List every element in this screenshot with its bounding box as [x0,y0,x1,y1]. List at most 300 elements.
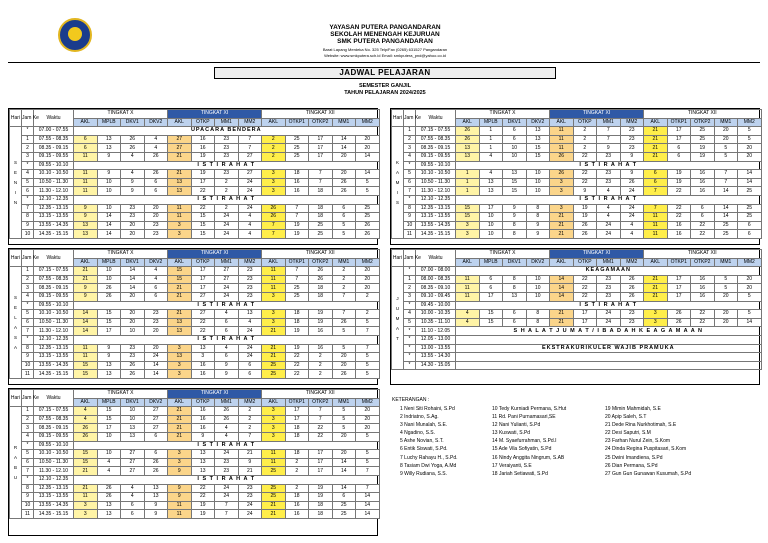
teacher-code: 13 [479,187,503,196]
jam-ke: 11 [22,370,34,379]
teacher-code: 20 [356,424,380,433]
teacher-code: 20 [121,310,145,319]
waktu-cell: 08.35 - 09.15 [34,144,74,153]
teacher-code: 13 [191,450,215,459]
teacher-code: 26 [144,467,168,476]
teacher-code: 6 [144,450,168,459]
teacher-code: 5 [356,318,380,327]
class-header: MPLB [97,118,121,127]
teacher-code: 6 [738,221,762,230]
jam-ke: * [404,301,416,310]
teacher-code: 23 [144,230,168,239]
table-row [10,135,380,144]
table-row [392,361,762,370]
table-row [10,127,380,136]
teacher-code: 24 [215,450,239,459]
teacher-code: 4 [456,310,480,319]
waktu-cell: 13.55 - 14.35 [34,501,74,510]
class-header: OTKP2 [309,398,333,407]
teacher-code: 19 [573,213,597,222]
teacher-code: 9 [620,152,644,161]
class-header: MM1 [597,258,621,267]
table-row [10,407,380,416]
class-header: MM1 [597,118,621,127]
teacher-code: 6 [121,510,145,519]
teacher-code: 5 [738,292,762,301]
teacher-code: 13 [74,221,98,230]
teacher-code: 4 [144,135,168,144]
jam-ke: 5 [22,178,34,187]
teacher-code: 2 [309,353,333,362]
class-header: MM1 [332,118,356,127]
teacher-code: 7 [309,407,333,416]
teacher-code: 20 [121,221,145,230]
waktu-cell: 11.30 - 12.10 [416,187,456,196]
teacher-code: 14 [332,144,356,153]
teacher-code: 14 [332,467,356,476]
teacher-code: 25 [309,230,333,239]
table-row [10,501,380,510]
teacher-code: 16 [691,178,715,187]
waktu-cell: 09.55 - 10.10 [416,161,456,170]
teacher-code: 27 [215,267,239,276]
teacher-code: 26 [456,135,480,144]
waktu-cell: 08.35 - 09.15 [416,144,456,153]
teacher-code: 9 [121,178,145,187]
waktu-cell: 10.50 - 11.30 [34,458,74,467]
activity-band: UPACARA BENDERA [74,127,380,136]
teacher-code: 26 [74,432,98,441]
activity-band: I S T I R A H A T [456,301,762,310]
teacher-code: 20 [332,152,356,161]
table-row [10,424,380,433]
schedule-table [391,249,762,370]
jam-ke: 10 [22,230,34,239]
teacher-code: 19 [191,152,215,161]
teacher-code: 5 [714,275,738,284]
teacher-code: 5 [738,310,762,319]
school-name: SMK PUTERA PANGANDARAN [337,38,433,45]
teacher-code: 23 [597,178,621,187]
table-row [10,292,380,301]
class-header: MM1 [215,398,239,407]
teacher-code: 27 [191,292,215,301]
teacher-code: 23 [597,152,621,161]
teacher-code: 23 [238,292,262,301]
class-header: AKL [262,118,286,127]
tingkat-x-header: TINGKAT X [456,250,550,259]
teacher-code: 11 [74,353,98,362]
teacher-code: 26 [573,221,597,230]
teacher-code: 15 [97,318,121,327]
teacher-code: 9 [97,170,121,179]
teacher-code: 6 [644,170,668,179]
teacher-code: 5 [356,432,380,441]
teacher-code: 27 [121,467,145,476]
teacher-code: 19 [309,484,333,493]
teacher-code: 7 [215,510,239,519]
class-header: OTKP [191,398,215,407]
teacher-code: 14 [97,213,121,222]
waktu-cell: 09.55 - 10.10 [34,161,74,170]
teacher-code: 24 [215,284,239,293]
legend-teacher: 12 Nani Yulianti, S.Pd [492,422,541,429]
waktu-cell: 12.05 - 13.00 [416,335,456,344]
jam-ke: 6 [404,178,416,187]
teacher-code: 16 [285,178,309,187]
teacher-code: 15 [74,370,98,379]
teacher-code: 7 [238,135,262,144]
legend-teacher: 1 Neni Siti Rohaini, S.Pd [400,406,455,412]
legend-title: KETERANGAN : [392,397,430,403]
teacher-code: 23 [238,284,262,293]
teacher-code: 21 [644,152,668,161]
teacher-code: 10 [97,187,121,196]
teacher-code: 16 [191,144,215,153]
teacher-code: 25 [714,230,738,239]
teacher-code: 7 [285,267,309,276]
jam-ke: 8 [404,204,416,213]
teacher-code: 26 [97,493,121,502]
teacher-code: 10 [526,170,550,179]
legend-teacher: 7 Luchy Rahayu H., S.Pd. [400,454,458,461]
teacher-code: 25 [332,510,356,519]
schedule-senin [8,108,378,245]
teacher-code: 9 [168,493,192,502]
teacher-code: 25 [285,135,309,144]
teacher-code: 26 [97,284,121,293]
teacher-code: 14 [121,267,145,276]
teacher-code: 9 [121,187,145,196]
teacher-code: 26 [262,204,286,213]
teacher-code: 17 [191,284,215,293]
teacher-code: 10 [97,275,121,284]
teacher-code: 23 [597,170,621,179]
teacher-code: 21 [644,144,668,153]
teacher-code: 20 [714,292,738,301]
table-row [392,204,762,213]
table-row [392,187,762,196]
teacher-code: 10 [479,221,503,230]
class-header: OTKP [573,118,597,127]
class-header: MM2 [238,398,262,407]
teacher-code: 22 [191,318,215,327]
jam-ke: 4 [404,152,416,161]
jam-ke: * [404,267,416,276]
teacher-code: 26 [550,152,574,161]
jam-ke: 9 [404,213,416,222]
teacher-code: 17 [309,467,333,476]
teacher-code: 15 [97,415,121,424]
jam-ke: 3 [404,144,416,153]
teacher-code: 27 [168,144,192,153]
teacher-code: 4 [121,484,145,493]
class-header: MM2 [238,118,262,127]
teacher-code: 22 [191,204,215,213]
teacher-code: 22 [667,204,691,213]
jam-ke: 5 [404,318,416,327]
teacher-code: 15 [503,178,527,187]
teacher-code: 21 [550,213,574,222]
school-year: TAHUN PELAJARAN 2024/2025 [344,90,426,96]
teacher-code: 23 [620,135,644,144]
teacher-code: 25 [262,467,286,476]
teacher-code: 24 [215,221,239,230]
teacher-code: 3 [644,318,668,327]
class-header: AKL [644,258,668,267]
teacher-code: 17 [309,450,333,459]
class-header: AKL [550,118,574,127]
teacher-code: 4 [238,318,262,327]
waktu-cell: 09.15 - 09.55 [34,152,74,161]
class-header: MM1 [714,118,738,127]
teacher-code: 6 [74,144,98,153]
hari-header: Hari [392,250,404,267]
teacher-code: 5 [356,361,380,370]
teacher-code: 3 [168,370,192,379]
class-header: MM1 [215,118,239,127]
class-header: MM1 [215,258,239,267]
teacher-code: 1 [479,127,503,136]
teacher-code: 2 [238,424,262,433]
teacher-code: 6 [144,432,168,441]
teacher-code: 26 [456,127,480,136]
waktu-cell: 11.10 - 12.05 [416,327,456,336]
activity-band: I S T I R A H A T [74,195,380,204]
teacher-code: 17 [479,204,503,213]
teacher-code: 21 [550,230,574,239]
teacher-code: 21 [644,284,668,293]
teacher-code: 15 [479,310,503,319]
school-address: Barat Lapang Merdeka No. 325 Telp/Fax (0265) 631527 Pangandaran [322,47,448,52]
teacher-code: 15 [97,407,121,416]
table-row [392,213,762,222]
teacher-code: 22 [309,432,333,441]
teacher-code: 14 [74,318,98,327]
jam-ke: 4 [22,292,34,301]
teacher-code: 2 [332,267,356,276]
jam-ke: 6 [22,318,34,327]
jamke-header: Jam Ke [22,390,34,407]
class-header: OTKP1 [285,118,309,127]
teacher-code: 13 [74,230,98,239]
teacher-code: 13 [121,424,145,433]
teacher-code: 13 [191,458,215,467]
jam-ke: 5 [22,310,34,319]
teacher-code: 5 [714,144,738,153]
teacher-code: 20 [738,275,762,284]
teacher-code: 17 [667,127,691,136]
tingkat-x-header: TINGKAT X [74,390,168,399]
teacher-code: 23 [215,135,239,144]
teacher-code: 20 [356,284,380,293]
teacher-code: 7 [262,221,286,230]
class-header: MPLB [97,398,121,407]
teacher-code: 23 [121,213,145,222]
teacher-code: 5 [356,370,380,379]
class-header: OTKP [573,258,597,267]
teacher-code: 27 [144,424,168,433]
teacher-code: 15 [526,152,550,161]
tingkat-xii-header: TINGKAT XII [262,250,380,259]
teacher-code: 18 [285,318,309,327]
teacher-code: 27 [238,170,262,179]
teacher-code: 26 [356,221,380,230]
legend-teacher: 26 Dian Permana, S.Pd [605,462,658,469]
teacher-code: 4 [121,152,145,161]
legend-teacher: 11 Rd. Pani Purnamasari,SE [492,414,556,421]
teacher-code: 11 [168,204,192,213]
teacher-code: 7 [356,467,380,476]
waktu-header: Waktu [34,390,74,407]
hari-header: Hari [392,110,404,127]
table-row [392,178,762,187]
teacher-code: 2 [573,135,597,144]
teacher-code: 13 [97,361,121,370]
school-website: Website: www.smkputera.sch.id Email: smkputera_pnd@yahoo.co.id [324,53,446,58]
teacher-code: 25 [262,370,286,379]
day-label: R A B U [10,407,22,519]
jam-ke: 5 [404,170,416,179]
table-row [392,170,762,179]
teacher-code: 3 [262,170,286,179]
teacher-code: 16 [691,292,715,301]
jam-ke: * [404,335,416,344]
class-header: MPLB [479,258,503,267]
legend-teacher: 15 Ade Vila Sofiyatin, S.Pd [492,446,552,453]
teacher-code: 14 [121,284,145,293]
teacher-code: 7 [285,275,309,284]
legend-col2 [492,405,566,478]
table-row [10,230,380,239]
teacher-code: 24 [620,204,644,213]
teacher-code: 3 [191,353,215,362]
teacher-code: 26 [144,458,168,467]
table-row [10,441,380,450]
jam-ke: 1 [22,407,34,416]
waktu-cell: 09.10 - 09.45 [416,292,456,301]
teacher-code: 11 [456,275,480,284]
teacher-code: 17 [309,144,333,153]
teacher-code: 27 [121,458,145,467]
teacher-code: 20 [332,361,356,370]
teacher-code: 26 [121,361,145,370]
teacher-code: 20 [714,318,738,327]
teacher-code: 7 [332,310,356,319]
waktu-cell: 12.10 - 12.35 [416,195,456,204]
teacher-code: 19 [667,178,691,187]
teacher-code: 4 [74,415,98,424]
hari-header: Hari [10,250,22,267]
jam-ke: 4 [22,432,34,441]
teacher-code: 17 [667,135,691,144]
table-row [392,144,762,153]
teacher-code: 21 [262,327,286,336]
teacher-code: 9 [74,292,98,301]
legend-teacher: 16 Nindy Anggita Ningrum, S.AB [492,454,565,461]
teacher-code: 26 [97,484,121,493]
schedule-rabu [8,388,378,536]
teacher-code: 10 [526,178,550,187]
teacher-code: 8 [503,275,527,284]
teacher-code: 14 [714,187,738,196]
waktu-cell: 07.00 - 07.55 [34,127,74,136]
teacher-code: 6 [121,501,145,510]
activity-band: I S T I R A H A T [456,195,762,204]
teacher-code: 24 [620,213,644,222]
teacher-code: 13 [456,152,480,161]
teacher-code: 9 [597,144,621,153]
table-row [10,152,380,161]
teacher-code: 13 [526,127,550,136]
teacher-code: 4 [479,152,503,161]
teacher-code: 21 [550,310,574,319]
teacher-code: 5 [738,127,762,136]
class-header: AKL [74,258,98,267]
teacher-code: 14 [550,275,574,284]
class-header: MM2 [356,258,380,267]
teacher-code: 3 [262,187,286,196]
jam-ke: 1 [404,127,416,136]
teacher-code: 7 [597,135,621,144]
teacher-code: 9 [97,353,121,362]
jam-ke: 4 [22,170,34,179]
table-row [10,144,380,153]
waktu-cell: 09.45 - 10.00 [416,301,456,310]
teacher-code: 2 [356,310,380,319]
jam-ke: 10 [404,221,416,230]
table-row [10,361,380,370]
teacher-code: 8 [526,213,550,222]
class-header: AKL [168,398,192,407]
legend-teacher: 8 Tasiam Dwi Yoga, A.Md [400,462,457,469]
teacher-code: 16 [191,370,215,379]
activity-band: I S T I R A H A T [74,441,380,450]
class-header: MM2 [356,118,380,127]
teacher-code: 24 [215,493,239,502]
jam-ke: * [404,344,416,353]
class-header: DKV2 [144,258,168,267]
teacher-code: 21 [74,467,98,476]
class-header: OTKP2 [691,118,715,127]
class-header: AKL [74,118,98,127]
teacher-code: 18 [285,493,309,502]
teacher-code: 25 [691,135,715,144]
waktu-cell: 12.35 - 13.15 [416,204,456,213]
class-header: DKV1 [503,118,527,127]
teacher-code: 26 [332,370,356,379]
table-row [10,267,380,276]
teacher-code: 23 [215,458,239,467]
jamke-header: Jam Ke [22,250,34,267]
teacher-code: 2 [332,275,356,284]
table-row [10,318,380,327]
teacher-code: 4 [479,170,503,179]
teacher-code: 8 [503,230,527,239]
teacher-code: 4 [144,144,168,153]
teacher-code: 22 [191,484,215,493]
teacher-code: 13 [144,484,168,493]
teacher-code: 14 [332,135,356,144]
waktu-cell: 10.50 - 11.30 [34,318,74,327]
legend-teacher: 24 Dinda Regina Puspitasari, S.Kom [605,446,687,453]
waktu-cell: 13.55 - 14.30 [416,353,456,362]
teacher-code: 14 [74,310,98,319]
legend [392,396,429,404]
teacher-code: 20 [332,353,356,362]
teacher-code: 9 [168,484,192,493]
teacher-code: 10 [121,327,145,336]
